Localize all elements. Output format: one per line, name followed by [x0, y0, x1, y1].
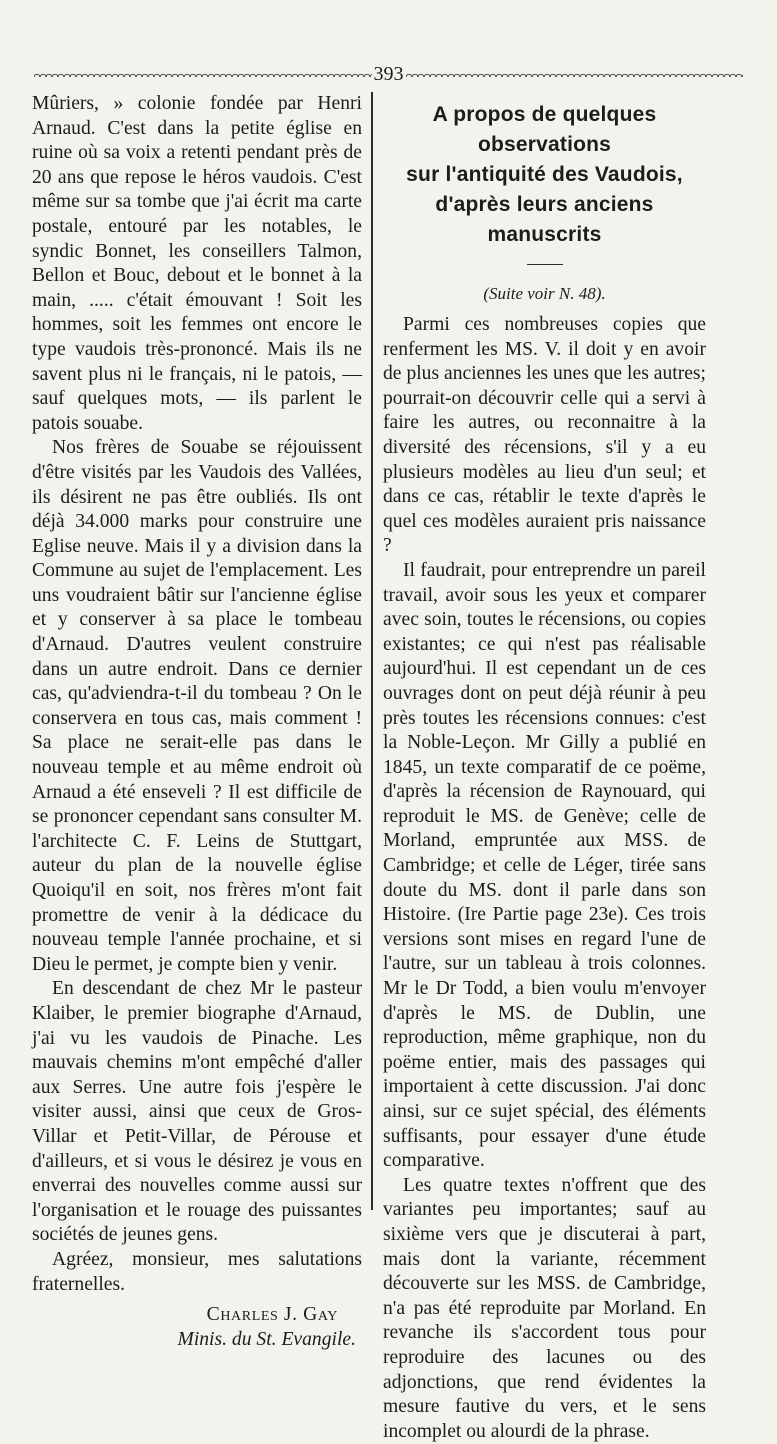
right-column: [383, 92, 706, 1444]
page-number: 393: [373, 63, 404, 85]
right-paragraph-1: Parmi ces nombreuses copies que renferment les MS. V. il doit y en avoir de plus anciennes les unes que les autres; pourrait-on découvrir celle qui a servi à faire les autres, ou reconnaitre à la diversité des récensions, s'il y a eu plusieurs modèles au lieu d'un seul; et dans ce cas, rétablir le texte d'après le quel ces modèles auraient pris naissance ?: [383, 314, 706, 557]
continuation-note: (Suite voir N. 48).: [483, 284, 606, 303]
left-paragraph-closing: Agréez, monsieur, mes salutations fraternelles.: [32, 1248, 362, 1295]
right-paragraph-3: Les quatre textes n'offrent que des variantes peu importantes; sauf au sixième vers que je discuterai à part, mais dont la variante, récemment découverte sur les MSS. de Cambridge, n'a pas été reproduite par Morland. En revanche ils s'accordent tous pour reproduire des lacunes ou des adjonctions, que rend évidentes la mesure fautive du vers, et le sens incomplet ou alourdi de la phrase.: [383, 1174, 706, 1442]
left-column: [32, 92, 362, 1352]
title-separator: [527, 264, 563, 265]
column-divider: [371, 92, 373, 1210]
header-wave-rule-right: [406, 70, 744, 78]
signature-title: Minis. du St. Evangile.: [177, 1328, 356, 1350]
left-paragraph-3: En descendant de chez Mr le pasteur Klaiber, le premier biographe d'Arnaud, j'ai vu les vaudois de Pinache. Les mauvais chemins m'ont empêché d'aller aux Serres. Une autre fois j'espère le visiter aussi, ainsi que ceux de Gros-Villar et Petit-Villar, de Pérouse et d'ailleurs, et si vous le désirez je vous en enverrai des nouvelles comme aussi sur l'organisation et le rouage des puissantes sociétés de jeunes gens.: [32, 978, 362, 1246]
left-paragraph-2: Nos frères de Souabe se réjouissent d'être visités par les Vaudois des Vallées, ils désirent ne pas être oubliés. Ils ont déjà 34.000 marks pour construire une Eglise neuve. Mais il y a division dans la Commune au sujet de l'emplacement. Les uns voudraient bâtir sur l'ancienne église et y conserver à sa place le tombeau d'Arnaud. D'autres veulent construire dans un autre endroit. Dans ce dernier cas, qu'adviendra-t-il du tombeau ? On le conservera en tous cas, mais comment ! Sa place ne serait-elle pas dans le nouveau temple et au même endroit où Arnaud a été enseveli ? Il est difficile de se prononcer cependant sans consulter M. l'architecte C. F. Leins de Stuttgart, auteur du plan de la nouvelle église Quoiqu'il en soit, nos frères m'ont fait promettre de venir à la dédicace du nouveau temple l'année prochaine, et si Dieu le permet, je compte bien y venir.: [32, 437, 362, 975]
signature-name: Charles J. Gay: [206, 1304, 338, 1326]
header-wave-rule-left: [34, 70, 372, 78]
page-header: [34, 62, 743, 86]
right-paragraph-2: Il faudrait, pour entreprendre un pareil travail, avoir sous les yeux et comparer avec soin, toutes le récensions, ou copies existantes; ce qui n'est pas réalisable aujourd'hui. Il est cependant un de ces ouvrages dont on peut déjà réunir à peu près toutes les récensions connues: c'est la Noble-Leçon. Mr Gilly a publié en 1845, un texte comparatif de ce poëme, d'après la récension de Raynouard, qui reproduit le MS. de Genève; celle de Morland, empruntée aux MSS. de Cambridge; et celle de Léger, tirée sans doute du MS. dont il parle dans son Histoire. (Ire Partie page 23e). Ces trois versions sont mises en regard l'une de l'autre, sur un tableau à trois colonnes. Mr le Dr Todd, a bien voulu m'envoyer d'après le MS. de Dublin, une reproduction, même graphique, non du poëme entier, mais des passages qui importaient à cette discussion. J'ai donc ainsi, sur ce sujet spécial, des éléments suffisants, pour essayer d'une étude comparative.: [383, 559, 706, 1172]
article-title-line-2: sur l'antiquité des Vaudois,: [406, 163, 683, 186]
article-title-line-1: A propos de quelques observations: [432, 103, 657, 156]
signature-block: [32, 1303, 362, 1352]
article-title: [383, 100, 706, 250]
article-title-line-3: d'après leurs anciens manuscrits: [435, 193, 654, 246]
left-paragraph-1: Mûriers, » colonie fondée par Henri Arnaud. C'est dans la petite église en ruine où sa voix a retenti pendant près de 20 ans que repose le héros vaudois. C'est même sur sa tombe que j'ai écrit ma carte postale, entouré par les notables, le syndic Bonnet, les conseillers Talmon, Bellon et Bouc, debout et le bonnet à la main, ..... c'était émouvant ! Soit les hommes, soit les femmes ont encore le type vaudois très-prononcé. Mais ils ne savent plus ni le français, ni le patois, — sauf quelques mots, — ils parlent le patois souabe.: [32, 93, 362, 434]
